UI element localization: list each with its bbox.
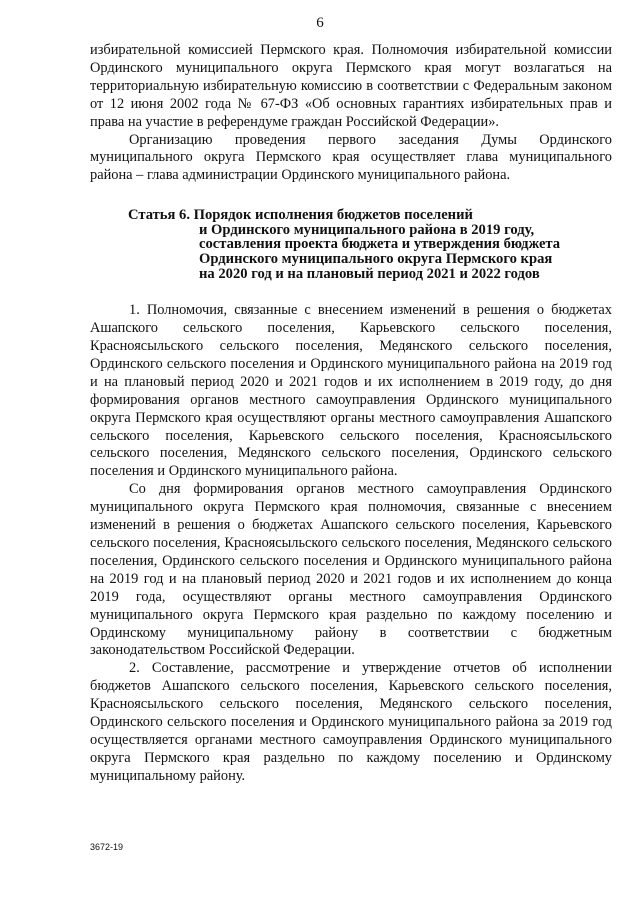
paragraph-after-formation: Со дня формирования органов местного самоуправления Ординского муниципального округа Пермского края полномочия, связанные с внесением изменений в решения о бюджетах Ашапского сельского поселения, Карьевского сельского поселения, Красноясыльского сельского поселения, Медянского сельского поселения, Ординского сельского поселения и Ординского муниципального района на 2019 год и на плановый период 2020 и 2021 годов и их исполнением до конца 2019 года, осуществляют органы местного самоуправления Ординского муниципального округа Пермского края раздельно по каждому поселению и Ординскому муниципальному району в соответствии с бюджетным законодательством Российской Федерации. bbox=[90, 481, 612, 659]
document-body bbox=[90, 42, 612, 786]
paragraph-continuation: избирательной комиссией Пермского края. Полномочия избирательной комиссии Ординского муниципального округа Пермского края могут возлагаться на территориальную избирательную комиссию в соответствии с Федеральным законом от 12 июня 2002 года № 67-ФЗ «Об основных гарантиях избирательных прав и права на участие в референдуме граждан Российской Федерации». bbox=[90, 42, 612, 130]
article-heading-line-1: Статья 6. Порядок исполнения бюджетов поселений bbox=[128, 207, 473, 224]
paragraph-first-session: Организацию проведения первого заседания Думы Ординского муниципального округа Пермского края осуществляет глава муниципального района – глава администрации Ординского муниципального района. bbox=[90, 131, 612, 184]
page-number: 6 bbox=[316, 15, 324, 31]
paragraph-budget-powers: 1. Полномочия, связанные с внесением изменений в решения о бюджетах Ашапского сельского поселения, Карьевского сельского поселения, Красноясыльского сельского поселения, Медянского сельского поселения, Ординского сельского поселения и Ординского муниципального района на 2019 год и на плановый период 2020 и 2021 годов и их исполнением в 2019 году, до дня формирования органов местного самоуправления Ординского муниципального округа Пермского края осуществляют органы местного самоуправления Ашапского сельского поселения, Карьевского сельского поселения, Красноясыльского сельского поселения, Медянского сельского поселения, Ординского сельского поселения и Ординского муниципального района. bbox=[90, 302, 612, 480]
article-heading-line-4: Ординского муниципального округа Пермского края bbox=[199, 251, 553, 268]
article-6-heading bbox=[90, 208, 612, 281]
article-heading-line-3: составления проекта бюджета и утверждения бюджета bbox=[199, 236, 561, 253]
article-heading-line-2: и Ординского муниципального района в 2019 году, bbox=[199, 221, 535, 238]
paragraph-budget-reports: 2. Составление, рассмотрение и утверждение отчетов об исполнении бюджетов Ашапского сельского поселения, Карьевского сельского поселения, Красноясыльского сельского поселения, Медянского сельского поселения, Ординского сельского поселения и Ординского муниципального района за 2019 год осуществляется органами местного самоуправления Ординского муниципального округа Пермского края раздельно по каждому поселению и Ординскому муниципальному району. bbox=[90, 660, 612, 784]
document-code: 3672-19 bbox=[90, 842, 124, 852]
article-heading-line-5: на 2020 год и на плановый период 2021 и 2022 годов bbox=[199, 265, 540, 282]
